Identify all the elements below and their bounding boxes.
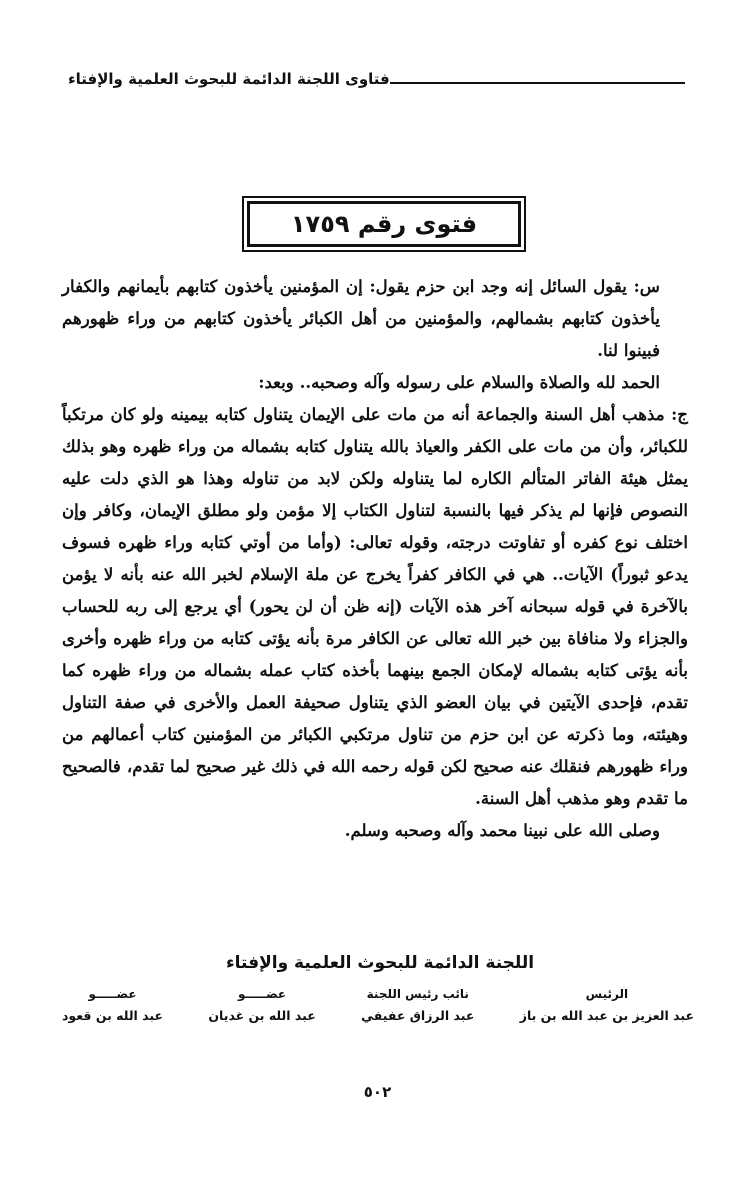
committee-name: اللجنة الدائمة للبحوث العلمية والإفتاء [225, 953, 535, 973]
signatory-role: عضـــــو [238, 987, 287, 1001]
signatory-name: عبد الرزاق عفيفي [361, 1008, 475, 1023]
fatwa-title-box [242, 196, 526, 252]
running-title: فتاوى اللجنة الدائمة للبحوث العلمية والإفتاء [68, 70, 390, 88]
header-rule [390, 82, 685, 84]
question-paragraph: س: يقول السائل إنه وجد ابن حزم يقول: إن المؤمنين يأخذون كتابهم بأيمانهم والكفار يأخذون كتابهم بشمالهم، والمؤمنين من أهل الكبائر يأخذون كتابهم من وراء ظهورهم فبينوا لنا. [62, 276, 660, 360]
signatory [361, 984, 474, 1028]
fatwa-title: فتوى رقم ١٧٥٩ [247, 201, 521, 247]
signatory [62, 984, 163, 1028]
signatory-role: الرئيس [585, 987, 629, 1001]
signatory-name: عبد الله بن غديان [208, 1008, 316, 1023]
answer-paragraph: ج: مذهب أهل السنة والجماعة أنه من مات على الإيمان يتناول كتابه بيمينه ولو كان مرتكباً للكبائر، وأن من مات على الكفر والعياذ بالله يتناول كتابه بشماله من وراء ظهره وهو بذلك يمثل هيئة الفاتر المتألم الكاره لما يتناوله ولكن لابد من تناوله وهذا هو الذي دلت عليه النصوص فإنها لم يذكر فيها بالنسبة لتناول الكتاب إلا مؤمن ولو مطلق الإيمان، وكافر وإن اختلف نوع كفره أو تفاوتت درجته، وقوله تعالى: (وأما من أوتي كتابه وراء ظهره فسوف يدعو ثبوراً) الآيات.. هي في الكافر كفراً يخرج عن ملة الإسلام لخبر الله عنه بأنه لا يؤمن بالآخرة في قوله سبحانه آخر هذه الآيات (إنه ظن أن لن يحور) أي يرجع إلى ربه للحساب والجزاء ولا منافاة بين خبر الله تعالى عن الكافر مرة بأنه يؤتى كتابه من وراء ظهره وأخرى بأنه يؤتى كتابه بشماله لإمكان الجمع بينهما بأخذه كتاب عمله بشماله من وراء ظهره كما تقدم، فإحدى الآيتين في بيان العضو الذي يتناول صحيفة العمل والأخرى في صفة التناول وهيئته، وما ذكرته عن ابن حزم من تناول مرتكبي الكبائر من المؤمنين كتاب أعمالهم من وراء ظهورهم فنقلك عنه صحيح لكن قوله رحمه الله في ذلك غير صحيح لما تقدم، فالصحيح ما تقدم وهو مذهب أهل السنة. [62, 404, 688, 808]
page-number: ٥٠٢ [363, 1083, 392, 1101]
running-header [60, 68, 685, 90]
signatory [208, 984, 315, 1028]
signatory-name: عبد الله بن قعود [62, 1008, 164, 1023]
signatures-row [62, 984, 694, 1028]
praise-line: الحمد لله والصلاة والسلام على رسوله وآله وصحبه.. وبعد: [258, 372, 660, 392]
signatory-role: نائب رئيس اللجنة [366, 987, 469, 1001]
signatory [520, 984, 694, 1028]
fatwa-body [62, 270, 688, 846]
signatory-name: عبد العزيز بن عبد الله بن باز [519, 1008, 694, 1023]
closing-line: وصلى الله على نبينا محمد وآله وصحبه وسلم. [344, 820, 660, 840]
signatory-role: عضـــــو [88, 987, 137, 1001]
